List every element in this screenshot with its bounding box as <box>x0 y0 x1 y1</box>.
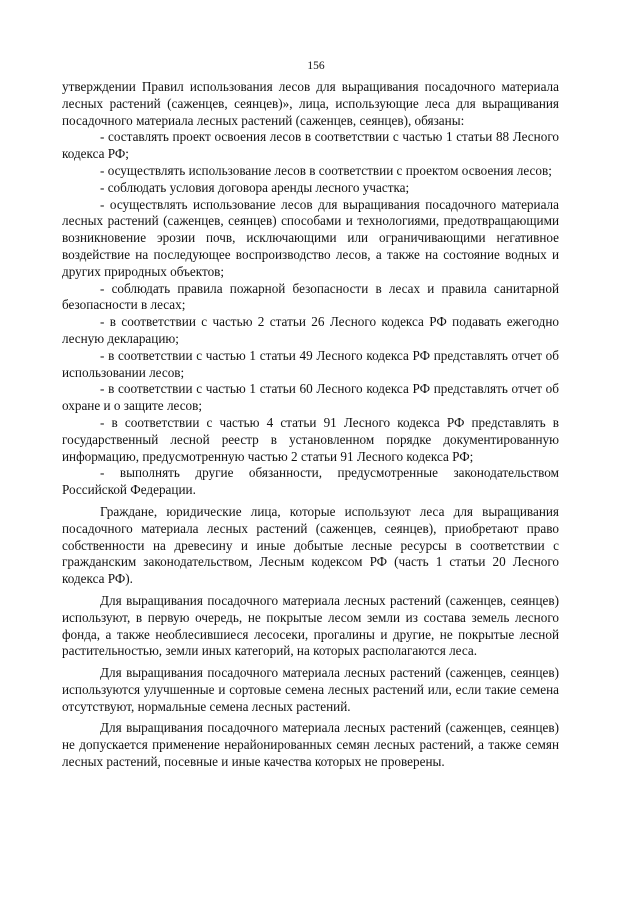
paragraph: - соблюдать правила пожарной безопасности в лесах и правила санитарной безопасности в лесах; <box>62 280 559 313</box>
page-number: 156 <box>307 60 325 72</box>
paragraph: - в соответствии с частью 2 статьи 26 Лесного кодекса РФ подавать ежегодно лесную декларацию; <box>62 314 559 346</box>
paragraph: - составлять проект освоения лесов в соответствии с частью 1 статьи 88 Лесного кодекса РФ; <box>62 129 559 162</box>
paragraph: - в соответствии с частью 1 статьи 49 Лесного кодекса РФ представлять отчет об использовании лесов; <box>62 347 559 380</box>
paragraph: Граждане, юридические лица, которые используют леса для выращивания посадочного материала лесных растений (саженцев, сеянцев), приобретают право собственности на древесину и иные добытые лесные ресурсы в соответствии с гражданским законодательством, Лесным кодексом РФ (часть 1 статьи 20 Лесного кодекса РФ). <box>62 503 559 587</box>
paragraph: Для выращивания посадочного материала лесных растений (саженцев, сеянцев) используются улучшенные и сортовые семена лесных растений или, если такие семена отсутствуют, нормальные семена лесных растений. <box>62 665 559 714</box>
paragraph: - в соответствии с частью 4 статьи 91 Лесного кодекса РФ представлять в государственный лесной реестр в установленном порядке документированную информацию, предусмотренную частью 2 статьи 91 Лесного кодекса РФ; <box>62 414 559 464</box>
paragraph: - в соответствии с частью 1 статьи 60 Лесного кодекса РФ представлять отчет об охране и о защите лесов; <box>62 381 559 414</box>
paragraph: утверждении Правил использования лесов для выращивания посадочного материала лесных растений (саженцев, сеянцев)», лица, использующие леса для выращивания посадочного материала лесных растений (саженцев, сеянцев), обязаны: <box>62 79 559 128</box>
paragraph: Для выращивания посадочного материала лесных растений (саженцев, сеянцев) используют, в первую очередь, не покрытые лесом земли из состава земель лесного фонда, а также необлесившиеся лесосеки, прогалины и другие, не покрытые лесной растительностью, земли иных категорий, на которых располагаются леса. <box>62 592 559 659</box>
paragraph: - осуществлять использование лесов в соответствии с проектом освоения лесов; <box>100 162 552 178</box>
paragraph: - осуществлять использование лесов для выращивания посадочного материала лесных растений (саженцев, сеянцев) способами и технологиями, предотвращающими возникновение эрозии почв, исключающими или ограничивающими негативное воздействие на последующее воспроизводство лесов, а также на состояние водных и других природных объектов; <box>62 196 559 279</box>
document-body <box>62 79 559 771</box>
paragraph: - выполнять другие обязанности, предусмотренные законодательством Российской Федерации. <box>62 465 559 498</box>
paragraph: - соблюдать условия договора аренды лесного участка; <box>100 179 410 195</box>
paragraph: Для выращивания посадочного материала лесных растений (саженцев, сеянцев) не допускается применение нерайонированных семян лесных растений, а также семян лесных растений, посевные и иные качества которых не проверены. <box>62 720 559 770</box>
